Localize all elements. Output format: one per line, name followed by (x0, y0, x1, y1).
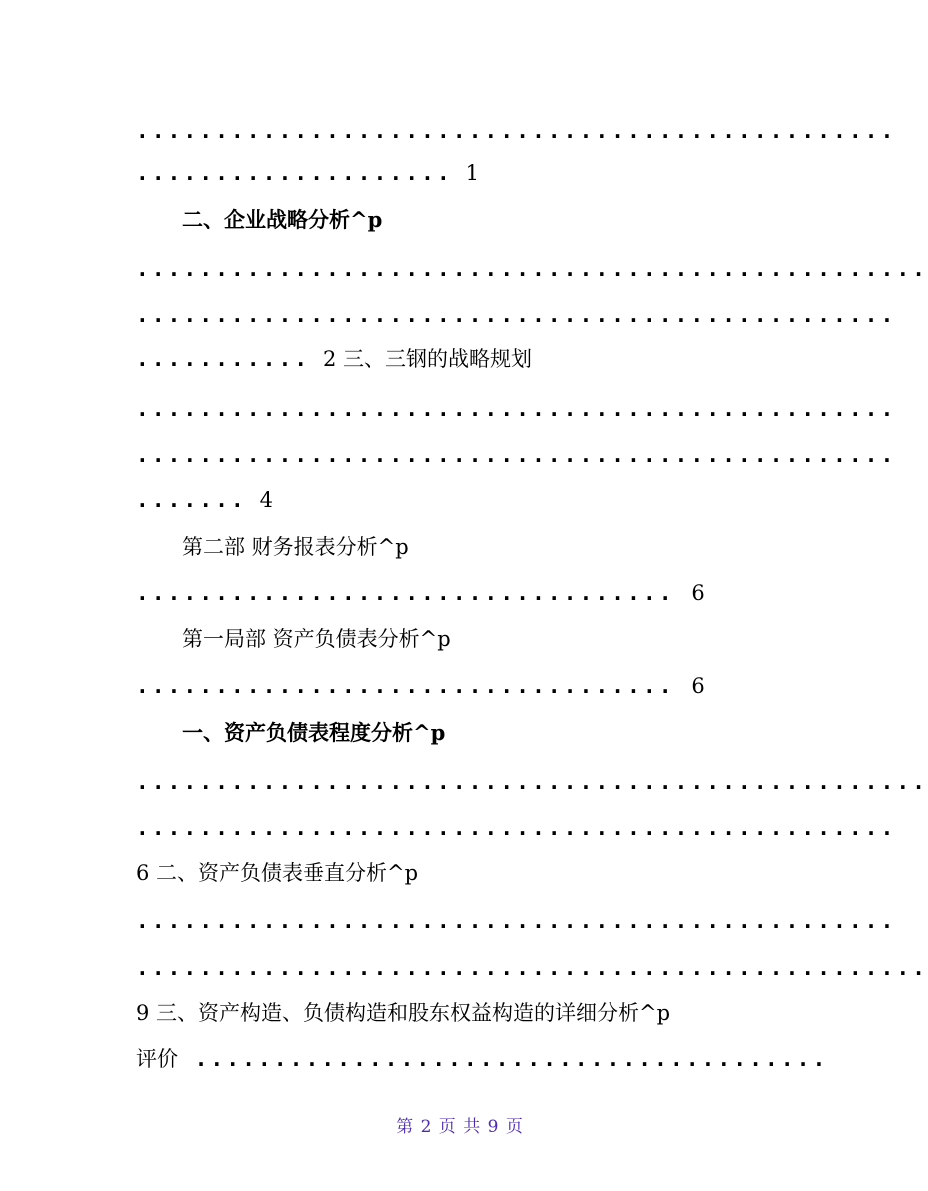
toc-entry-vertical-analysis: 6 二、资产负债表垂直分析^p (136, 861, 419, 885)
toc-page-number: 4 (259, 488, 273, 512)
toc-heading-horizontal-analysis: 一、资产负债表程度分析^p (182, 720, 446, 745)
toc-heading-part2: 第二部 财务报表分析^p (182, 535, 409, 559)
toc-leader-dots: ....... (136, 488, 247, 512)
toc-entry-structure-analysis: 9 三、资产构造、负债构造和股东权益构造的详细分析^p (136, 1001, 671, 1025)
toc-leader-dots: .................................................. (136, 770, 928, 794)
toc-leader-dots: ................................................ (136, 303, 897, 327)
toc-page-number: 1 (465, 161, 479, 185)
toc-heading-enterprise-strategy: 二、企业战略分析^p (182, 207, 383, 232)
toc-leader-dots: ................................................ (136, 119, 897, 143)
toc-page-number: 6 (691, 674, 705, 698)
toc-leader-dots: ................................................ (136, 443, 897, 467)
toc-page-number: 6 (691, 581, 705, 605)
toc-entry-line (136, 671, 782, 701)
toc-leader-dots: .................................. (136, 581, 675, 605)
toc-leader-dots: .................................. (136, 674, 675, 698)
toc-leader-dots: .................................................. (136, 257, 928, 281)
toc-leader-dots: ........................................ (194, 1047, 829, 1071)
toc-leader-dots: ........... (136, 347, 311, 371)
toc-entry-line (136, 578, 782, 608)
page-footer: 第 2 页 共 9 页 (396, 1117, 524, 1137)
toc-leader-dots: ................................................ (136, 397, 897, 421)
toc-entry-line (136, 158, 782, 188)
toc-entry-text: 评价 (136, 1047, 178, 1071)
toc-entry-line (136, 485, 782, 515)
toc-leader-dots: .................... (136, 161, 453, 185)
toc-heading-balance-sheet: 第一局部 资产负债表分析^p (182, 627, 451, 651)
toc-leader-dots: ................................................ (136, 816, 897, 840)
toc-entry-text: 2 三、三钢的战略规划 (322, 347, 533, 371)
toc-leader-dots: .................................................. (136, 956, 928, 980)
toc-leader-dots: ................................................ (136, 909, 897, 933)
toc-entry-line (136, 344, 782, 374)
toc-entry-line (136, 1044, 829, 1074)
